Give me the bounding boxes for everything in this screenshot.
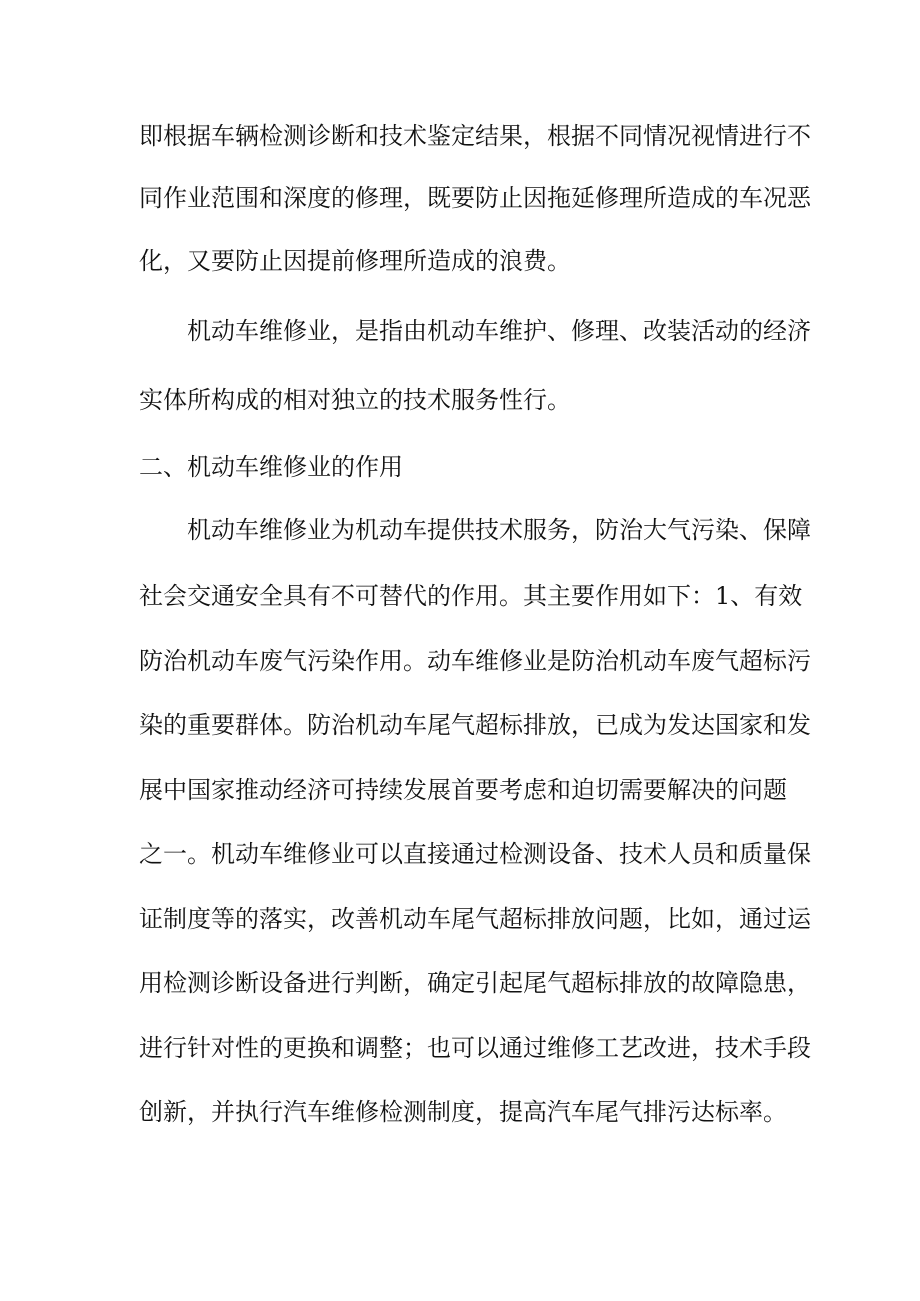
text-line: 社会交通安全具有不可替代的作用。其主要作用如下：1、有效 <box>139 582 803 610</box>
text-line: 染的重要群体。防治机动车尾气超标排放，已成为发达国家和发 <box>139 711 811 739</box>
text-line: 实体所构成的相对独立的技术服务性行。 <box>139 386 571 414</box>
text-line: 即根据车辆检测诊断和技术鉴定结果，根据不同情况视情进行不 <box>139 122 811 150</box>
text-line: 防治机动车废气污染作用。动车维修业是防治机动车废气超标污 <box>139 647 811 675</box>
text-line: 展中国家推动经济可持续发展首要考虑和迫切需要解决的问题 <box>139 776 787 804</box>
text-line: 同作业范围和深度的修理，既要防止因拖延修理所造成的车况恶 <box>139 184 811 212</box>
text-line: 证制度等的落实，改善机动车尾气超标排放问题，比如，通过运 <box>139 905 811 933</box>
section-heading: 二、机动车维修业的作用 <box>139 453 403 481</box>
text-line: 创新，并执行汽车维修检测制度，提高汽车尾气排污达标率。 <box>139 1098 787 1126</box>
text-line: 之一。机动车维修业可以直接通过检测设备、技术人员和质量保 <box>139 840 811 868</box>
text-line: 化，又要防止因提前修理所造成的浪费。 <box>139 247 571 275</box>
text-line: 进行针对性的更换和调整；也可以通过维修工艺改进，技术手段 <box>139 1034 811 1062</box>
text-line: 机动车维修业，是指由机动车维护、修理、改装活动的经济 <box>187 317 811 345</box>
text-line: 用检测诊断设备进行判断，确定引起尾气超标排放的故障隐患， <box>139 969 811 997</box>
text-line: 机动车维修业为机动车提供技术服务，防治大气污染、保障 <box>187 516 811 544</box>
